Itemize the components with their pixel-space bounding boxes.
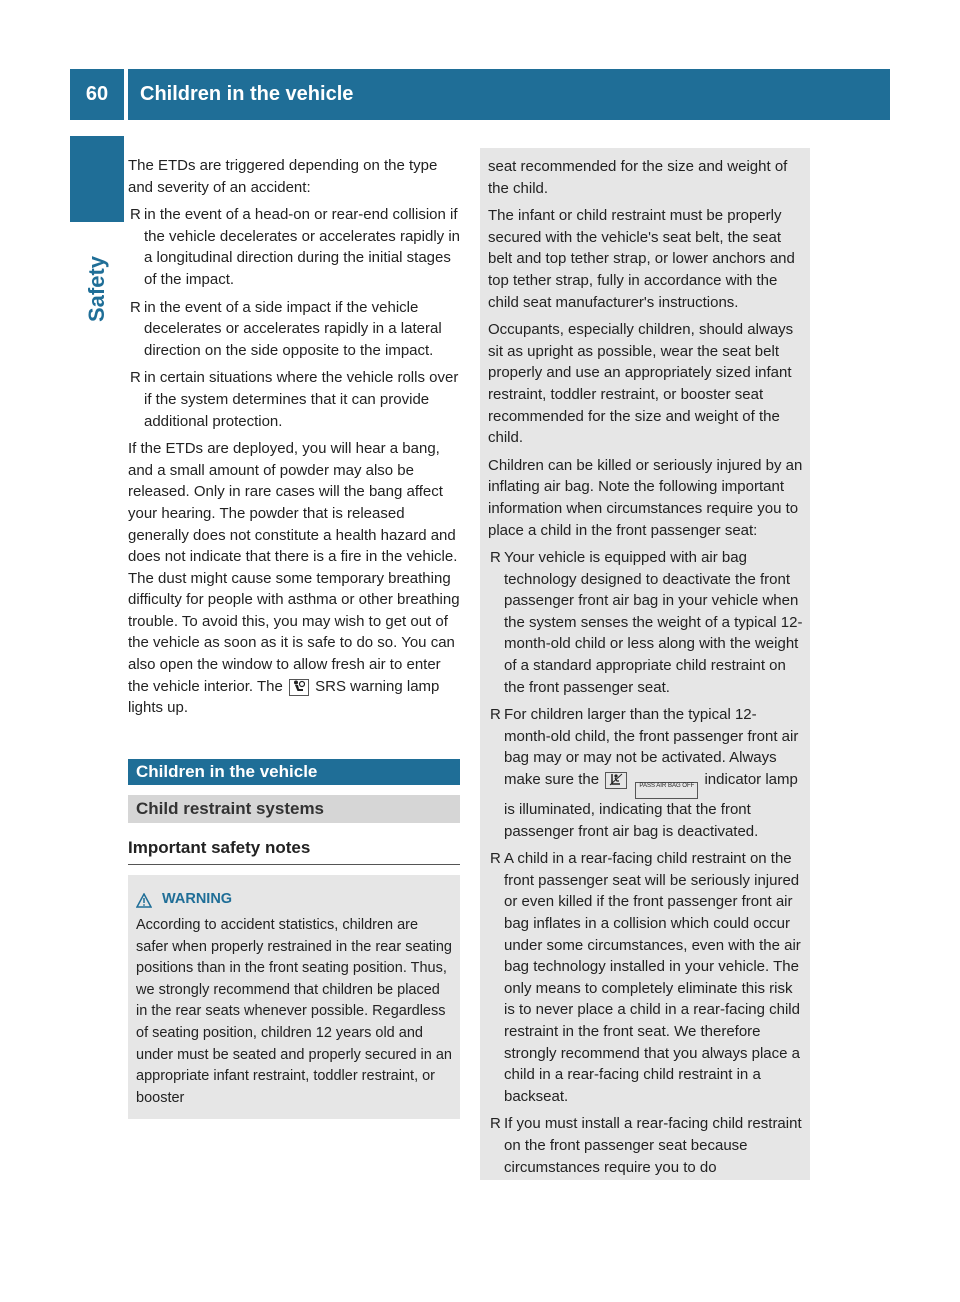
bullet-glyph: R — [490, 549, 501, 567]
notes-heading: Important safety notes — [128, 837, 460, 866]
passenger-airbag-off-icon: PASS AIR BAG OFF — [635, 782, 698, 799]
child-seat-list — [488, 547, 803, 1178]
bullet-glyph: R — [490, 1115, 501, 1133]
list-item — [128, 204, 460, 290]
child-seat-icon — [605, 772, 627, 789]
paragraph: Children can be killed or seriously injured by an inflating air bag. Note the following important information when circumstances require you to place a child in the front passenger seat: — [488, 456, 803, 539]
paragraph: The infant or child restraint must be properly secured with the vehicle's seat belt, the seat belt and top tether strap, or lower anchors and top tether strap, fully in accordance with the child seat manufacturer's instructions. — [488, 207, 795, 311]
page-number: 60 — [70, 69, 124, 120]
list-item — [488, 547, 803, 698]
subsection-title: Child restraint systems — [128, 795, 460, 823]
deploy-paragraph — [128, 438, 460, 719]
section-title: Children in the vehicle — [128, 759, 460, 785]
intro-text: The ETDs are triggered depending on the type and severity of an accident: — [128, 157, 438, 196]
bullet-glyph: R — [490, 850, 501, 868]
list-item-text: For children larger than the typical 12-month-old child, the front passenger front air bag may or may not be activated. Always make sure the — [504, 706, 799, 789]
list-item-text: A child in a rear-facing child restraint on the front passenger seat will be seriously injured or even killed if the front passenger front air bag inflates in a collision which could occur under some circumstances, even with the air bag technology installed in your vehicle. The only means to completely eliminate this risk is to never place a child in a rear-facing child restraint in the front seat. We therefore strongly recommend that you always place a child in a rear-facing child restraint in a backseat. — [504, 850, 801, 1105]
list-item-text: in the event of a side impact if the vehicle decelerates or accelerates rapidly in a lateral direction on the side opposite to the impact. — [144, 298, 442, 359]
page-header-title: Children in the vehicle — [128, 69, 890, 120]
bullet-glyph: R — [130, 298, 141, 316]
list-item-text: Your vehicle is equipped with air bag technology designed to deactivate the front passenger front air bag in your vehicle when the system senses the weight of a typical 12-month-old child or less along with the weight of a standard appropriate child restraint on the front passenger seat. — [504, 549, 803, 696]
left-column — [128, 155, 460, 1119]
list-item-text: in the event of a head-on or rear-end collision if the vehicle decelerates or accelerates rapidly in a longitudinal direction during the initial stages of the impact. — [144, 206, 461, 288]
paragraph: Occupants, especially children, should always sit as upright as possible, wear the seat belt properly and use an appropriately sized infant restraint, toddler restraint, or booster seat recommended for the size and weight of the child. — [488, 321, 794, 447]
bullet-glyph: R — [130, 369, 141, 387]
list-item-text: in certain situations where the vehicle rolls over if the system determines that it can provide additional protection. — [144, 369, 459, 430]
deploy-text: If the ETDs are deployed, you will hear a bang, and a small amount of powder may also be released. Only in rare cases will the bang affect your hearing. The powder that is released generally does not constitute a health hazard and does not indicate that there is a fire in the vehicle. The dust might cause some temporary breathing difficulty for people with asthma or other breathing trouble. To avoid this, you may wish to get out of the vehicle as soon as it is safe to do so. You can also open the window to allow fresh air to enter the vehicle interior. The — [128, 440, 460, 695]
right-column-box — [480, 148, 810, 1180]
warning-header — [136, 889, 452, 911]
side-tab-block — [70, 136, 124, 222]
deploy-text-end: SRS warning lamp lights up. — [128, 677, 440, 717]
warning-triangle-icon — [136, 893, 152, 908]
list-item — [488, 704, 803, 842]
trigger-list — [128, 204, 460, 432]
paragraph: seat recommended for the size and weight of the child. — [488, 158, 788, 197]
list-item — [128, 367, 460, 432]
list-item-text: If you must install a rear-facing child restraint on the front passenger seat because circumstances require you to do — [504, 1115, 802, 1176]
bullet-glyph: R — [490, 706, 501, 724]
warning-box — [128, 875, 460, 1119]
bullet-glyph: R — [130, 206, 141, 224]
airbag-warning-icon — [289, 679, 309, 696]
warning-text: According to accident statistics, children are safer when properly restrained in the rear seating positions than in the front seating position. Thus, we strongly recommend that children be placed in the rear seats whenever possible. Regardless of seating position, children 12 years old and under must be seated and properly secured in an appropriate infant restraint, toddler restraint, or booster — [136, 917, 452, 1106]
list-item — [488, 1113, 803, 1178]
list-item — [488, 848, 803, 1107]
side-tab-label: Safety — [84, 255, 109, 322]
list-item — [128, 297, 460, 362]
warning-label: WARNING — [162, 891, 233, 908]
list-item-text-end: indicator lamp is illuminated, indicating that the front passenger front air bag is deactivated. — [504, 771, 798, 840]
